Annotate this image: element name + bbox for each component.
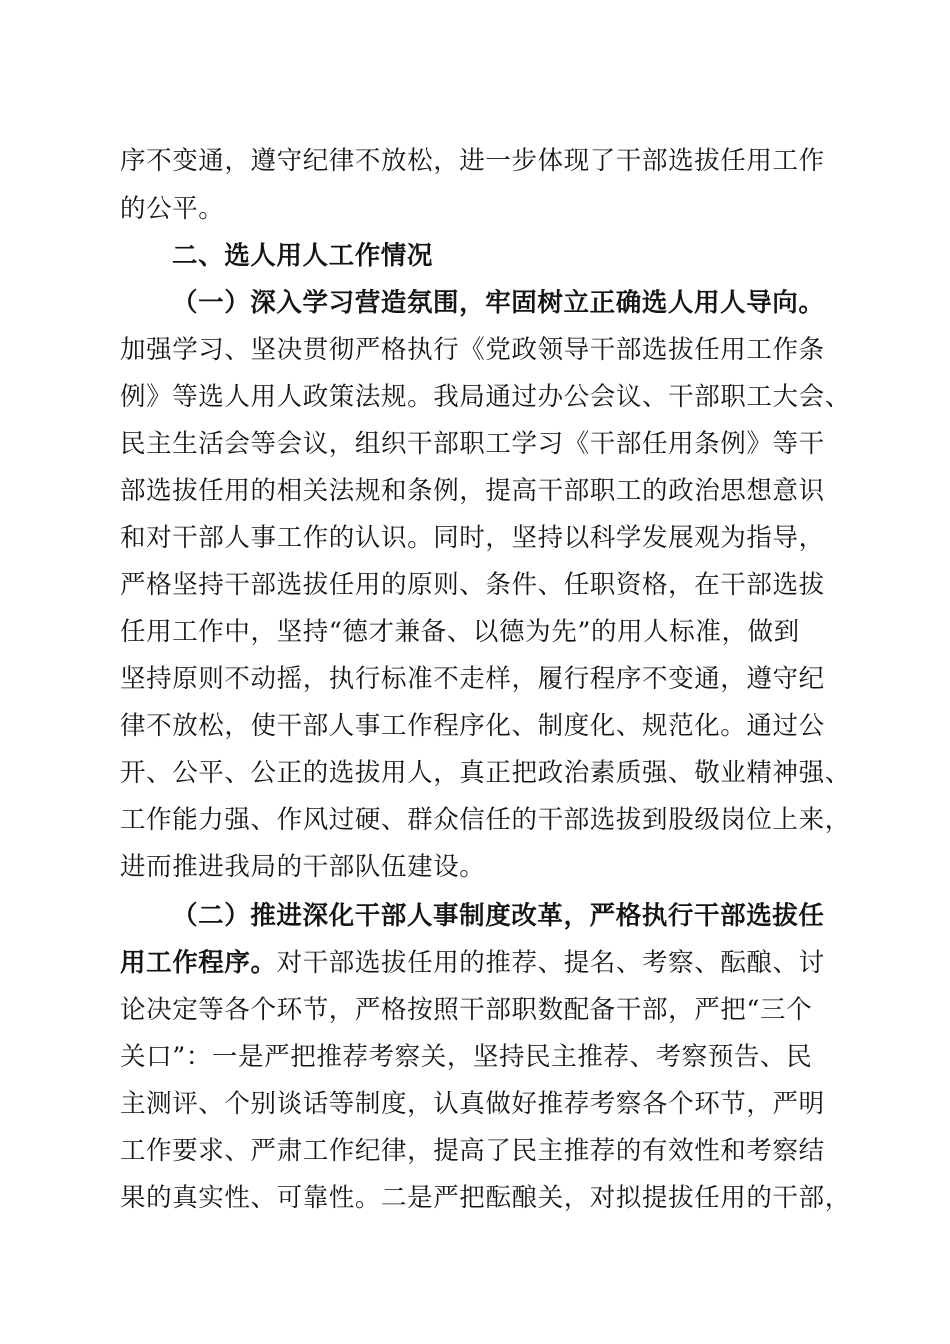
section-heading: 二、选人用人工作情况 <box>172 241 434 271</box>
text-line-18-body: 对干部选拔任用的推荐、提名、考察、酝酿、讨 <box>276 948 825 978</box>
text-line-10: 严格坚持干部选拔任用的原则、条件、任职资格，在干部选拔 <box>120 570 825 600</box>
text-line-2: 的公平。 <box>120 194 225 224</box>
subsection-heading-2: （二）推进深化干部人事制度改革，严格执行干部选拔任 <box>172 901 825 931</box>
text-line-13: 律不放松，使干部人事工作程序化、制度化、规范化。通过公 <box>120 711 825 741</box>
text-line-9: 和对干部人事工作的认识。同时，坚持以科学发展观为指导， <box>120 523 825 553</box>
text-line-19: 论决定等各个环节，严格按照干部职数配备干部，严把“三个 <box>120 995 813 1025</box>
text-line-1: 序不变通，遵守纪律不放松，进一步体现了干部选拔任用工作 <box>120 146 825 176</box>
text-line-14: 开、公平、公正的选拔用人，真正把政治素质强、敬业精神强、 <box>120 758 851 788</box>
text-line-8: 部选拔任用的相关法规和条例，提高干部职工的政治思想意识 <box>120 476 825 506</box>
text-line-12: 坚持原则不动摇，执行标准不走样，履行程序不变通，遵守纪 <box>120 664 825 694</box>
text-line-6: 例》等选人用人政策法规。我局通过办公会议、干部职工大会、 <box>120 382 851 412</box>
subsection-heading-1: （一）深入学习营造氛围，牢固树立正确选人用人导向。 <box>172 288 825 318</box>
text-line-5: 加强学习、坚决贯彻严格执行《党政领导干部选拔任用工作条 <box>120 335 825 365</box>
text-line-22: 工作要求、严肃工作纪律，提高了民主推荐的有效性和考察结 <box>120 1136 825 1166</box>
text-line-21: 主测评、个别谈话等制度，认真做好推荐考察各个环节，严明 <box>120 1089 825 1119</box>
text-line-20: 关口”：一是严把推荐考察关，坚持民主推荐、考察预告、民 <box>120 1042 813 1072</box>
text-line-11: 任用工作中，坚持“德才兼备、以德为先”的用人标准，做到 <box>120 617 800 647</box>
text-line-23: 果的真实性、可靠性。二是严把酝酿关，对拟提拔任用的干部， <box>120 1183 851 1213</box>
text-line-18 <box>120 943 840 983</box>
text-line-7: 民主生活会等会议，组织干部职工学习《干部任用条例》等干 <box>120 429 825 459</box>
subsection-heading-2-end: 用工作程序。 <box>120 948 277 978</box>
text-line-16: 进而推进我局的干部队伍建设。 <box>120 852 486 882</box>
text-line-15: 工作能力强、作风过硬、群众信任的干部选拔到股级岗位上来， <box>120 805 851 835</box>
